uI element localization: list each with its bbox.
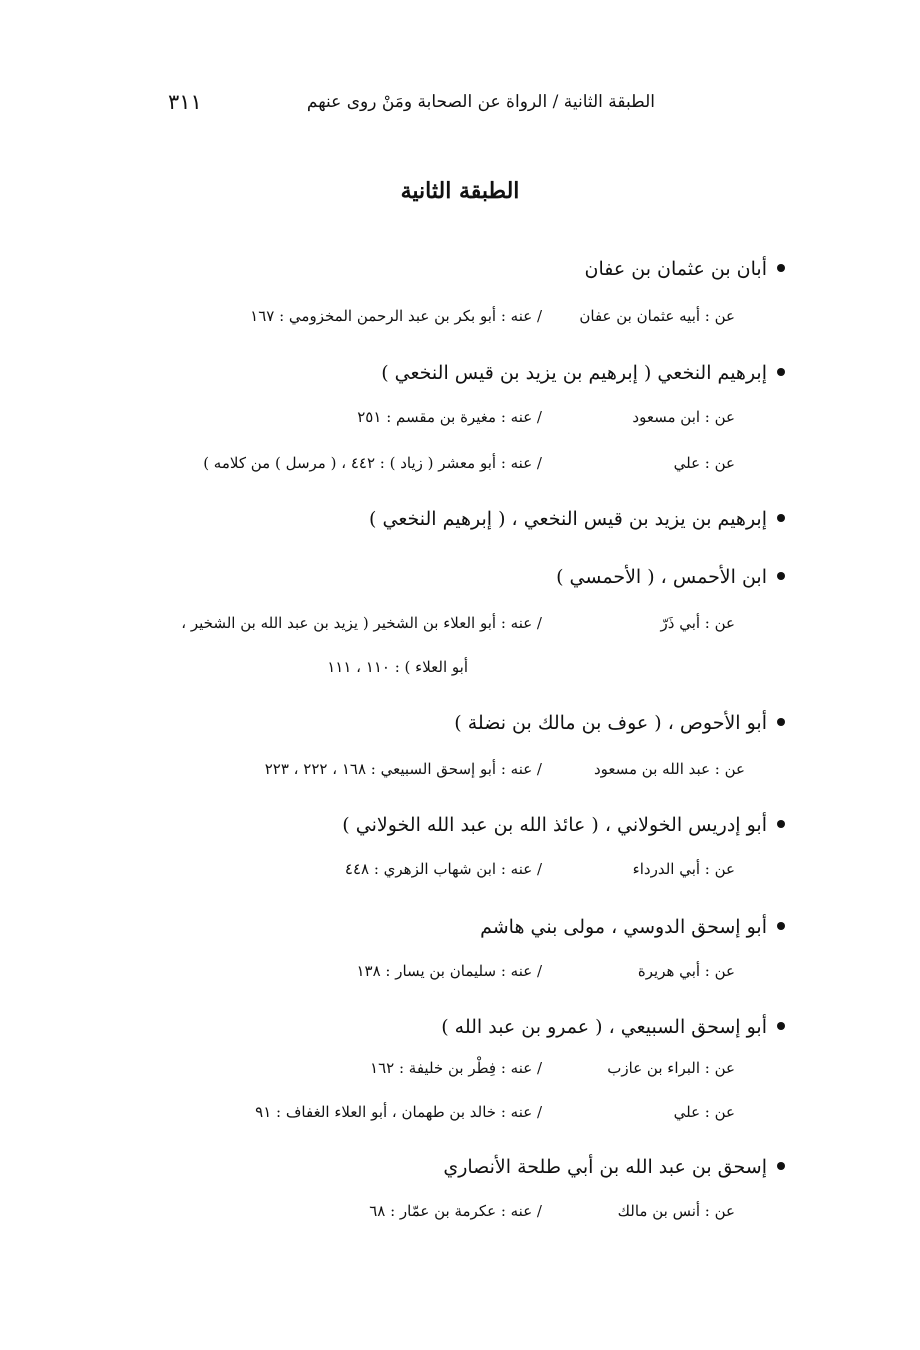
narrated-from: عن : عبد الله بن مسعود bbox=[593, 760, 745, 778]
narrated-by-continuation: أبو العلاء ) : ١١٠ ، ١١١ bbox=[327, 658, 468, 676]
entry-name: أبو إدريس الخولاني ، ( عائذ الله بن عبد الله الخولاني ) bbox=[342, 814, 767, 836]
bullet-icon bbox=[777, 368, 785, 376]
entry-heading bbox=[454, 712, 785, 734]
entry-heading bbox=[480, 916, 785, 938]
narrated-by: / عنه : سليمان بن يسار : ١٣٨ bbox=[356, 962, 542, 980]
entry-name: إبرهيم بن يزيد بن قيس النخعي ، ( إبرهيم النخعي ) bbox=[369, 508, 767, 530]
entry-name: أبو الأحوص ، ( عوف بن مالك بن نضلة ) bbox=[454, 712, 767, 734]
entry-name: إسحق بن عبد الله بن أبي طلحة الأنصاري bbox=[443, 1156, 767, 1178]
narrated-from: عن : أبي ذَرّ bbox=[660, 614, 735, 632]
narrated-by: / عنه : فِطْر بن خليفة : ١٦٢ bbox=[370, 1059, 542, 1077]
bullet-icon bbox=[777, 264, 785, 272]
entry-heading bbox=[342, 814, 785, 836]
page-number: ٣١١ bbox=[168, 90, 202, 114]
running-header: الطبقة الثانية / الرواة عن الصحابة ومَنْ روى عنهم bbox=[306, 92, 655, 112]
bullet-icon bbox=[777, 922, 785, 930]
bullet-icon bbox=[777, 1162, 785, 1170]
entry-name: أبو إسحق السبيعي ، ( عمرو بن عبد الله ) bbox=[441, 1016, 767, 1038]
entry-heading bbox=[443, 1156, 785, 1178]
narrated-by: / عنه : أبو العلاء بن الشخير ( يزيد بن عبد الله بن الشخير ، bbox=[181, 614, 542, 632]
narrated-by: / عنه : خالد بن طهمان ، أبو العلاء الغفاف : ٩١ bbox=[255, 1103, 542, 1121]
entry-heading bbox=[585, 258, 785, 280]
narrated-by: / عنه : عكرمة بن عمّار : ٦٨ bbox=[369, 1202, 542, 1220]
bullet-icon bbox=[777, 820, 785, 828]
entry-name: إبرهيم النخعي ( إبرهيم بن يزيد بن قيس النخعي ) bbox=[381, 362, 767, 384]
bullet-icon bbox=[777, 718, 785, 726]
narrated-from: عن : البراء بن عازب bbox=[607, 1059, 735, 1077]
narrated-from: عن : ابن مسعود bbox=[632, 408, 735, 426]
entry-name: أبان بن عثمان بن عفان bbox=[584, 258, 767, 280]
narrated-by: / عنه : ابن شهاب الزهري : ٤٤٨ bbox=[344, 860, 542, 878]
narrated-from: عن : أبي الدرداء bbox=[632, 860, 735, 878]
bullet-icon bbox=[777, 572, 785, 580]
narrated-from: عن : أبي هريرة bbox=[637, 962, 735, 980]
narrated-by: / عنه : أبو بكر بن عبد الرحمن المخزومي : ١٦٧ bbox=[250, 307, 542, 325]
section-title: الطبقة الثانية bbox=[400, 178, 520, 204]
entry-heading bbox=[556, 566, 785, 588]
narrated-from: عن : أنس بن مالك bbox=[617, 1202, 735, 1220]
narrated-from: عن : علي bbox=[673, 1103, 735, 1121]
bullet-icon bbox=[777, 514, 785, 522]
entry-heading bbox=[381, 362, 785, 384]
entry-heading bbox=[369, 508, 785, 530]
narrated-from: عن : علي bbox=[673, 454, 735, 472]
bullet-icon bbox=[777, 1022, 785, 1030]
entry-name: أبو إسحق الدوسي ، مولى بني هاشم bbox=[480, 916, 767, 938]
entry-heading bbox=[441, 1016, 785, 1038]
narrated-by: / عنه : مغيرة بن مقسم : ٢٥١ bbox=[357, 408, 542, 426]
entry-name: ابن الأحمس ، ( الأحمسي ) bbox=[556, 566, 767, 588]
narrated-by: / عنه : أبو معشر ( زياد ) : ٤٤٢ ، ( مرسل ) من كلامه ) bbox=[203, 454, 542, 472]
narrated-from: عن : أبيه عثمان بن عفان bbox=[579, 307, 735, 325]
narrated-by: / عنه : أبو إسحق السبيعي : ١٦٨ ، ٢٢٢ ، ٢٢٣ bbox=[264, 760, 542, 778]
